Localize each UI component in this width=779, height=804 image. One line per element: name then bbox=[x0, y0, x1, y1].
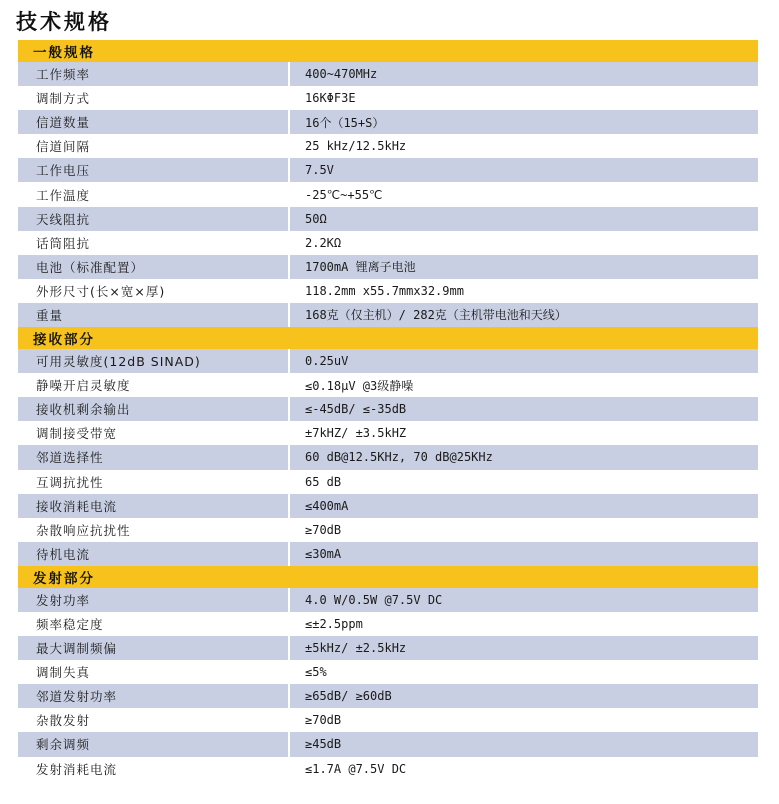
spec-label: 待机电流 bbox=[18, 542, 290, 566]
spec-value: ≥70dB bbox=[305, 522, 342, 537]
spec-row bbox=[18, 470, 758, 494]
spec-label: 频率稳定度 bbox=[36, 617, 104, 633]
spec-value: -25℃~+55℃ bbox=[305, 187, 383, 202]
spec-value: 4.0 W/0.5W @7.5V DC bbox=[305, 592, 443, 607]
spec-value: ≥45dB bbox=[305, 737, 342, 752]
spec-value: 65 dB bbox=[305, 474, 342, 489]
spec-row bbox=[18, 421, 758, 445]
spec-row bbox=[18, 255, 758, 279]
spec-row bbox=[18, 373, 758, 397]
section-header: 发射部分 bbox=[18, 566, 758, 588]
spec-label: 信道数量 bbox=[18, 110, 290, 134]
spec-label: 杂散响应抗扰性 bbox=[36, 522, 131, 538]
spec-value: ±7kHZ/ ±3.5kHZ bbox=[305, 426, 407, 441]
spec-row bbox=[18, 182, 758, 206]
spec-label: 发射消耗电流 bbox=[36, 761, 118, 777]
spec-value: 7.5V bbox=[305, 163, 334, 178]
spec-value: ≤-45dB/ ≤-35dB bbox=[305, 402, 407, 417]
spec-label: 接收机剩余输出 bbox=[18, 397, 290, 421]
spec-row bbox=[18, 62, 758, 86]
spec-label: 电池（标准配置） bbox=[18, 255, 290, 279]
spec-label: 发射功率 bbox=[18, 588, 290, 612]
spec-row bbox=[18, 542, 758, 566]
spec-row bbox=[18, 660, 758, 684]
spec-value: 2.2KΩ bbox=[305, 235, 342, 250]
spec-row bbox=[18, 518, 758, 542]
spec-row bbox=[18, 303, 758, 327]
spec-value: ≤1.7A @7.5V DC bbox=[305, 761, 407, 776]
spec-value: ≥65dB/ ≥60dB bbox=[305, 689, 392, 704]
spec-row bbox=[18, 231, 758, 255]
spec-value: ≤0.18μV @3级静噪 bbox=[305, 378, 414, 393]
spec-row bbox=[18, 349, 758, 373]
spec-row bbox=[18, 397, 758, 421]
section-header: 接收部分 bbox=[18, 327, 758, 349]
spec-row bbox=[18, 158, 758, 182]
spec-row bbox=[18, 636, 758, 660]
spec-label: 调制失真 bbox=[36, 665, 91, 681]
spec-row bbox=[18, 279, 758, 303]
page-title: 技术规格 bbox=[16, 10, 112, 34]
spec-label: 天线阻抗 bbox=[18, 207, 290, 231]
spec-label: 可用灵敏度(12dB SINAD) bbox=[18, 349, 290, 373]
spec-value: ≤±2.5ppm bbox=[305, 617, 363, 632]
section-header: 一般规格 bbox=[18, 40, 758, 62]
spec-label: 互调抗扰性 bbox=[36, 474, 104, 490]
spec-value: 50Ω bbox=[305, 211, 327, 226]
spec-label: 工作电压 bbox=[18, 158, 290, 182]
spec-label: 邻道发射功率 bbox=[18, 684, 290, 708]
spec-label: 剩余调频 bbox=[18, 732, 290, 756]
spec-row bbox=[18, 732, 758, 756]
spec-label: 话筒阻抗 bbox=[36, 235, 91, 251]
spec-label: 接收消耗电流 bbox=[18, 494, 290, 518]
spec-value: 1700mA 锂离子电池 bbox=[305, 260, 416, 275]
spec-value: 25 kHz/12.5kHz bbox=[305, 139, 407, 154]
spec-label: 邻道选择性 bbox=[18, 445, 290, 469]
spec-row bbox=[18, 134, 758, 158]
spec-table bbox=[18, 40, 758, 781]
spec-value: 168克（仅主机）/ 282克（主机带电池和天线） bbox=[305, 308, 567, 323]
spec-value: 118.2mm x55.7mmx32.9mm bbox=[305, 283, 464, 298]
spec-value: ≤30mA bbox=[305, 546, 342, 561]
spec-value: 16个（15+S） bbox=[305, 115, 385, 130]
spec-row bbox=[18, 86, 758, 110]
spec-value: 0.25uV bbox=[305, 354, 349, 369]
spec-value: 16KΦF3E bbox=[305, 91, 356, 106]
spec-label: 信道间隔 bbox=[36, 139, 91, 155]
spec-label: 调制方式 bbox=[36, 91, 91, 107]
spec-row bbox=[18, 445, 758, 469]
spec-row bbox=[18, 708, 758, 732]
spec-row bbox=[18, 757, 758, 781]
spec-label: 工作频率 bbox=[18, 62, 290, 86]
spec-row bbox=[18, 494, 758, 518]
spec-label: 杂散发射 bbox=[36, 713, 91, 729]
spec-value: ≥70dB bbox=[305, 713, 342, 728]
spec-value: 60 dB@12.5KHz, 70 dB@25KHz bbox=[305, 450, 493, 465]
spec-row bbox=[18, 207, 758, 231]
spec-label: 静噪开启灵敏度 bbox=[36, 378, 131, 394]
spec-label: 工作温度 bbox=[36, 187, 91, 203]
spec-value: ≤5% bbox=[305, 665, 327, 680]
spec-row bbox=[18, 110, 758, 134]
spec-label: 外形尺寸(长×宽×厚) bbox=[36, 283, 166, 299]
spec-row bbox=[18, 588, 758, 612]
spec-row bbox=[18, 612, 758, 636]
spec-row bbox=[18, 684, 758, 708]
spec-label: 调制接受带宽 bbox=[36, 426, 118, 442]
spec-label: 重量 bbox=[18, 303, 290, 327]
spec-value: ≤400mA bbox=[305, 498, 349, 513]
spec-value: 400~470MHz bbox=[305, 67, 378, 82]
spec-value: ±5kHz/ ±2.5kHz bbox=[305, 641, 407, 656]
spec-label: 最大调制频偏 bbox=[18, 636, 290, 660]
